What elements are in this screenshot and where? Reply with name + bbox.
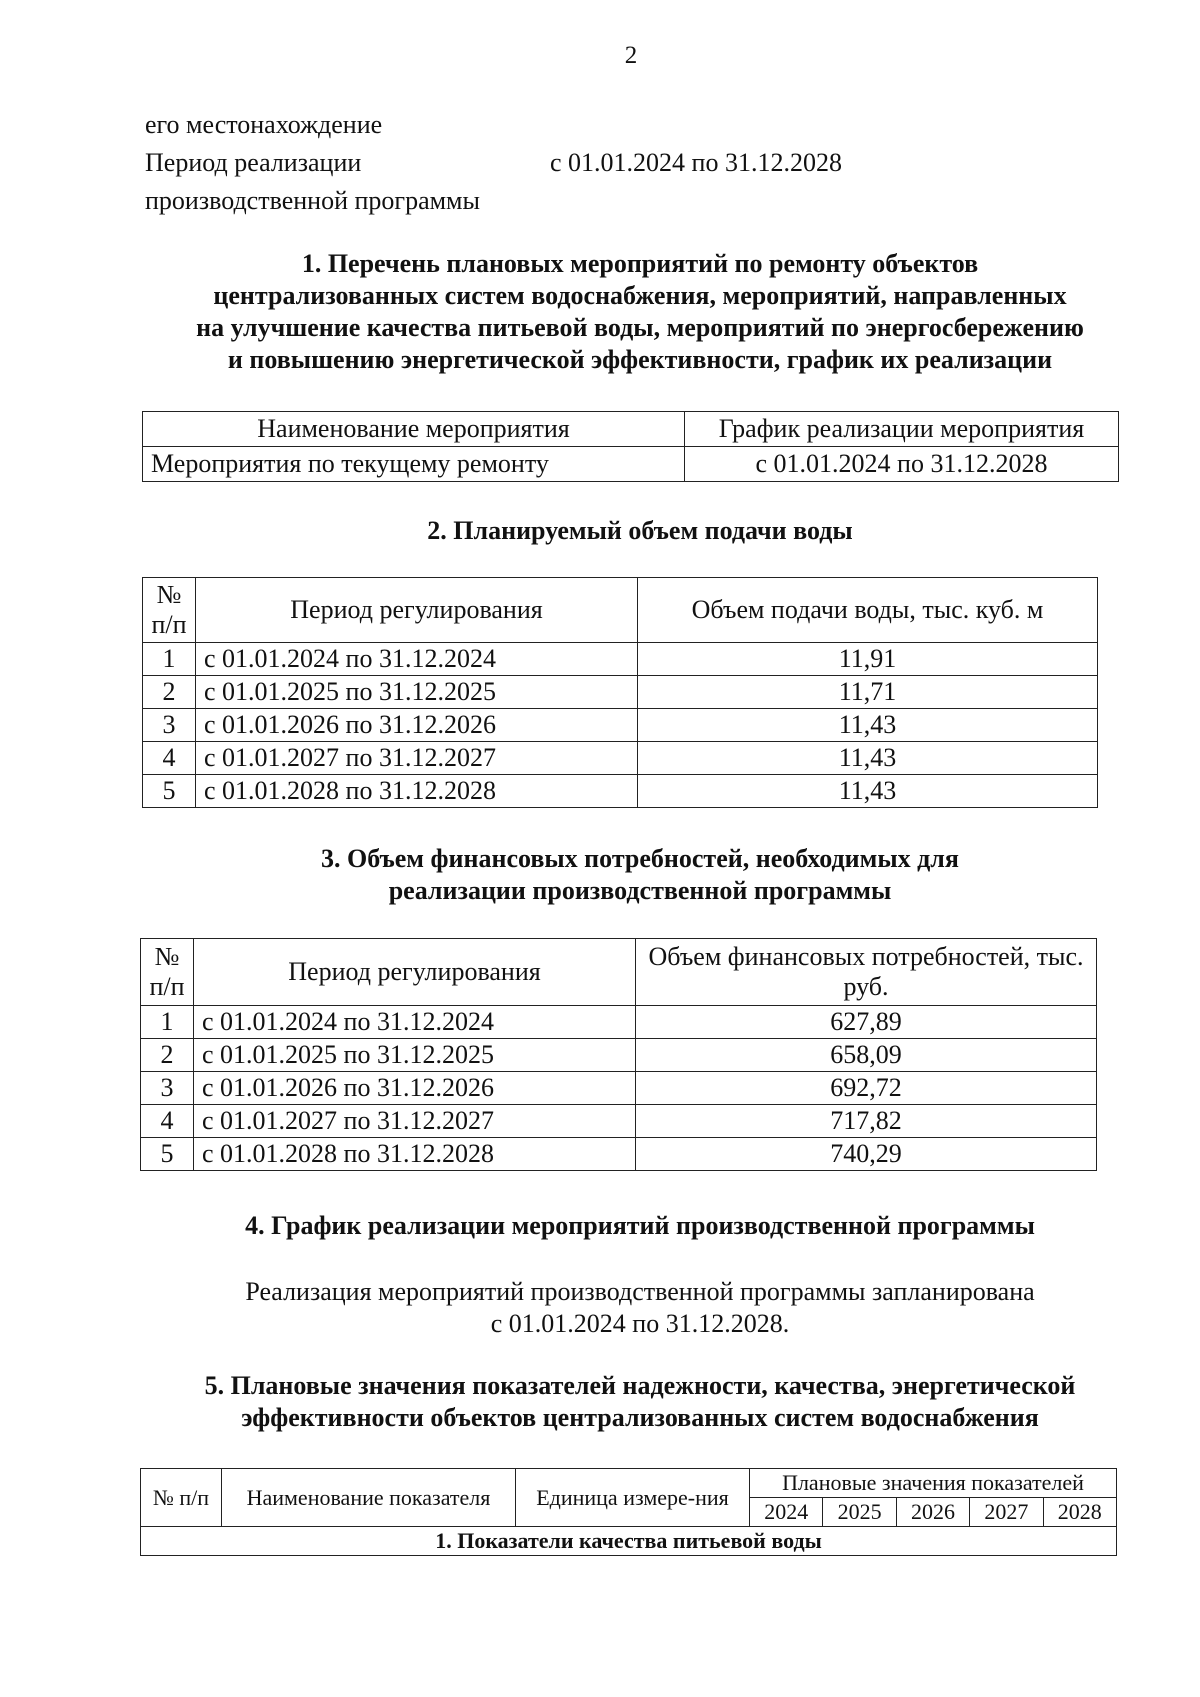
header-cell: Период регулирования	[194, 939, 636, 1006]
measures-table	[142, 411, 1119, 482]
year-cell: 2026	[896, 1498, 969, 1527]
header-cell: Объем подачи воды, тыс. куб. м	[638, 578, 1098, 643]
table-row: 2 с 01.01.2025 по 31.12.2025 11,71	[143, 676, 1098, 709]
section4-text: Реализация мероприятий производственной программы запланирована с 01.01.2024 по 31.12.2028.	[245, 1277, 1035, 1338]
period-label: Период реализации	[145, 148, 362, 177]
section4-title: 4. График реализации мероприятий производственной программы	[245, 1211, 1035, 1240]
header-cell: № п/п	[143, 578, 196, 643]
header-cell: Плановые значения показателей	[750, 1469, 1117, 1498]
header-cell: Период регулирования	[196, 578, 638, 643]
table-header-row	[143, 578, 1098, 643]
year-cell: 2028	[1043, 1498, 1116, 1527]
table-cell: с 01.01.2024 по 31.12.2028	[685, 447, 1119, 482]
year-cell: 2025	[823, 1498, 896, 1527]
header-cell: Наименование мероприятия	[143, 412, 685, 447]
table-header-row	[141, 939, 1097, 1006]
table-row: 1 с 01.01.2024 по 31.12.2024 627,89	[141, 1006, 1097, 1039]
intro-line: его местонахождение	[145, 110, 383, 139]
header-cell: Единица измере-ния	[516, 1469, 750, 1527]
water-volume-table	[142, 577, 1098, 808]
table-header-row	[143, 412, 1119, 447]
period-value: с 01.01.2024 по 31.12.2028	[550, 148, 842, 177]
subsection-cell: 1. Показатели качества питьевой воды	[141, 1527, 1117, 1556]
period-label-cont: производственной программы	[145, 186, 480, 215]
indicators-table	[140, 1468, 1117, 1556]
year-cell: 2027	[970, 1498, 1043, 1527]
table-cell: Мероприятия по текущему ремонту	[143, 447, 685, 482]
table-row: 4 с 01.01.2027 по 31.12.2027 717,82	[141, 1105, 1097, 1138]
page-number: 2	[624, 42, 638, 69]
header-cell: График реализации мероприятия	[685, 412, 1119, 447]
table-row	[141, 1527, 1117, 1556]
table-row: 1 с 01.01.2024 по 31.12.2024 11,91	[143, 643, 1098, 676]
section1-title: 1. Перечень плановых мероприятий по ремонту объектов централизованных систем водоснабжения, мероприятий, направленных на улучшение качества питьевой воды, мероприятий по энергосбережению и повышению энергетической эффективности, график их реализации	[196, 249, 1084, 374]
table-row: 5 с 01.01.2028 по 31.12.2028 740,29	[141, 1138, 1097, 1171]
table-header-row	[141, 1469, 1117, 1498]
header-cell: Объем финансовых потребностей, тыс. руб.	[636, 939, 1097, 1006]
table-row: 5 с 01.01.2028 по 31.12.2028 11,43	[143, 775, 1098, 808]
table-row: 2 с 01.01.2025 по 31.12.2025 658,09	[141, 1039, 1097, 1072]
section2-title: 2. Планируемый объем подачи воды	[427, 516, 853, 545]
intro-block	[145, 106, 842, 220]
financial-needs-table	[140, 938, 1097, 1171]
header-cell: № п/п	[141, 1469, 222, 1527]
table-row: 4 с 01.01.2027 по 31.12.2027 11,43	[143, 742, 1098, 775]
header-cell: № п/п	[141, 939, 194, 1006]
section5-title: 5. Плановые значения показателей надежности, качества, энергетической эффективности объектов централизованных систем водоснабжения	[204, 1371, 1076, 1432]
header-cell: Наименование показателя	[222, 1469, 516, 1527]
table-row	[143, 447, 1119, 482]
table-row: 3 с 01.01.2026 по 31.12.2026 692,72	[141, 1072, 1097, 1105]
year-cell: 2024	[750, 1498, 823, 1527]
table-row: 3 с 01.01.2026 по 31.12.2026 11,43	[143, 709, 1098, 742]
section3-title: 3. Объем финансовых потребностей, необходимых для реализации производственной программы	[321, 844, 959, 905]
